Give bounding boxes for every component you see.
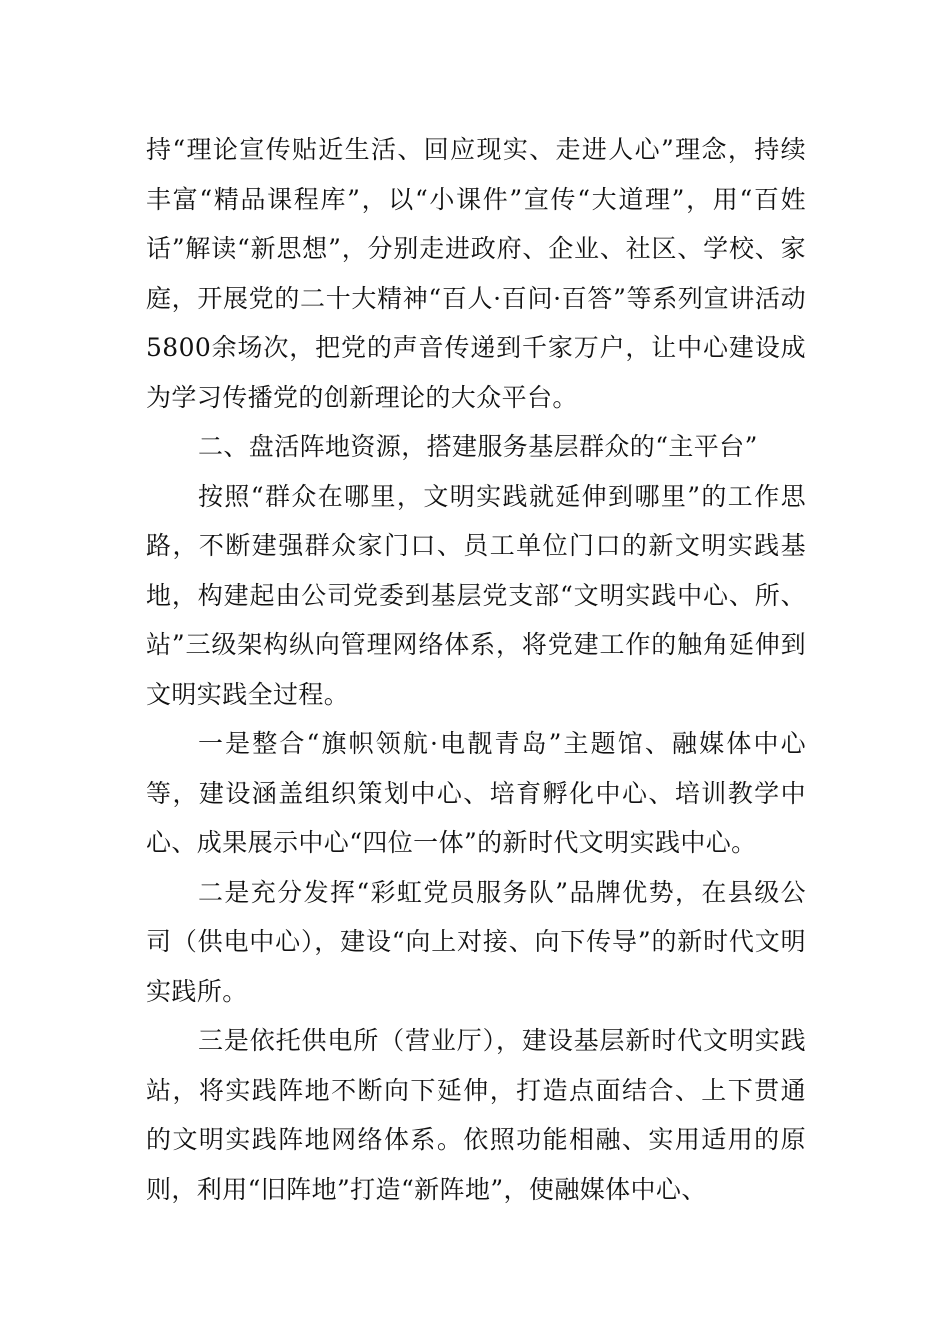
paragraph-item-one: 一是整合“旗帜领航·电靓青岛”主题馆、融媒体中心等，建设涵盖组织策划中心、培育孵化中心、培训教学中心、成果展示中心“四位一体”的新时代文明实践中心。 xyxy=(146,729,806,857)
paragraph-intro: 按照“群众在哪里，文明实践就延伸到哪里”的工作思路，不断建强群众家门口、员工单位门口的新文明实践基地，构建起由公司党委到基层党支部“文明实践中心、所、站”三级架构纵向管理网络体系，将党建工作的触角延伸到文明实践全过程。 xyxy=(146,481,806,709)
section-heading: 二、盘活阵地资源，搭建服务基层群众的“主平台” xyxy=(198,432,758,461)
paragraph-item-two: 二是充分发挥“彩虹党员服务队”品牌优势，在县级公司（供电中心），建设“向上对接、向下传导”的新时代文明实践所。 xyxy=(146,877,806,1006)
document-body xyxy=(146,125,806,1214)
paragraph-item-three: 三是依托供电所（营业厅），建设基层新时代文明实践站，将实践阵地不断向下延伸，打造点面结合、上下贯通的文明实践阵地网络体系。依照功能相融、实用适用的原则，利用“旧阵地”打造“新阵地”，使融媒体中心、 xyxy=(146,1026,806,1204)
paragraph-continuation: 持“理论宣传贴近生活、回应现实、走进人心”理念，持续丰富“精品课程库”，以“小课件”宣传“大道理”，用“百姓话”解读“新思想”，分别走进政府、企业、社区、学校、家庭，开展党的二十大精神“百人·百问·百答”等系列宣讲活动5800余场次，把党的声音传递到千家万户，让中心建设成为学习传播党的创新理论的大众平台。 xyxy=(146,135,806,412)
